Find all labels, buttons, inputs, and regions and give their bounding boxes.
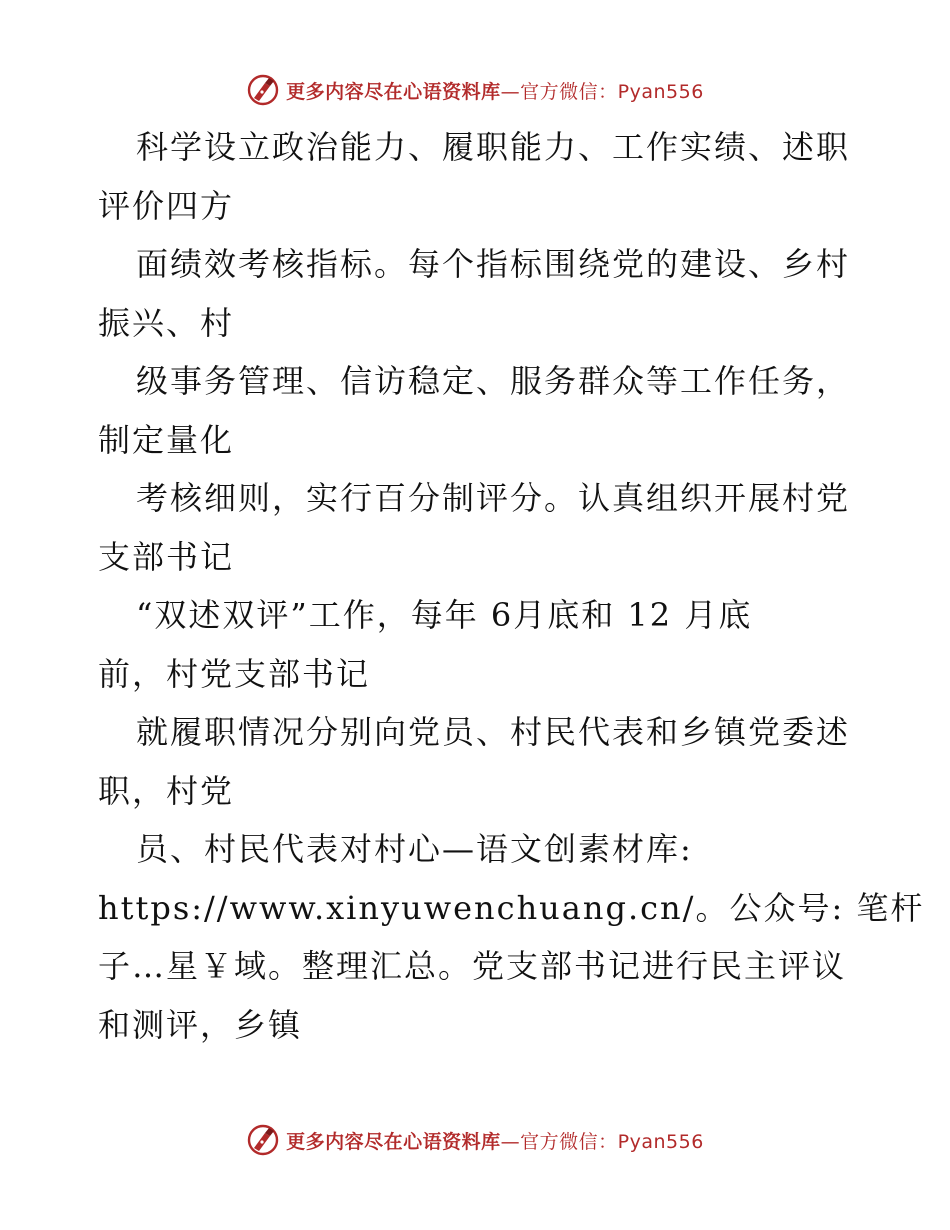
body-line: 前，村党支部书记	[98, 654, 371, 693]
body-line: 制定量化	[98, 420, 235, 459]
body-line: 和测评，乡镇	[98, 1005, 303, 1044]
document-body	[98, 118, 925, 1054]
footer-banner-text	[286, 1127, 704, 1154]
body-line: 职，村党	[98, 771, 235, 810]
body-line: “双述双评”工作，每年 6月底和 12 月底	[136, 596, 753, 634]
header-banner-title: 更多内容尽在心语资料库	[286, 80, 501, 103]
footer-banner	[0, 1120, 950, 1160]
header-banner	[0, 70, 950, 110]
body-line: https://www.xinyuwenchuang.cn/。公众号: 笔杆	[98, 888, 925, 927]
body-line: 考核细则，实行百分制评分。认真组织开展村党	[136, 479, 851, 517]
footer-banner-title: 更多内容尽在心语资料库	[286, 1130, 501, 1153]
body-line: 面绩效考核指标。每个指标围绕党的建设、乡村	[136, 245, 851, 283]
footer-banner-separator: —	[500, 1130, 521, 1153]
header-banner-wechat: 官方微信：Pyan556	[520, 80, 704, 103]
pen-nib-logo-icon	[246, 73, 280, 107]
body-line: 子…星￥域。整理汇总。党支部书记进行民主评议	[98, 947, 847, 985]
pen-nib-logo-icon	[246, 1123, 280, 1157]
body-line: 就履职情况分别向党员、村民代表和乡镇党委述	[136, 713, 851, 751]
body-line: 评价四方	[98, 186, 235, 225]
body-line: 员、村民代表对村心—语文创素材库:	[136, 830, 693, 868]
body-line: 科学设立政治能力、履职能力、工作实绩、述职	[136, 128, 851, 166]
body-line: 振兴、村	[98, 303, 235, 342]
body-line: 支部书记	[98, 537, 235, 576]
header-banner-separator: —	[500, 80, 521, 103]
footer-banner-wechat: 官方微信：Pyan556	[520, 1130, 704, 1153]
header-banner-text	[286, 77, 704, 104]
body-line: 级事务管理、信访稳定、服务群众等工作任务，	[136, 362, 851, 400]
